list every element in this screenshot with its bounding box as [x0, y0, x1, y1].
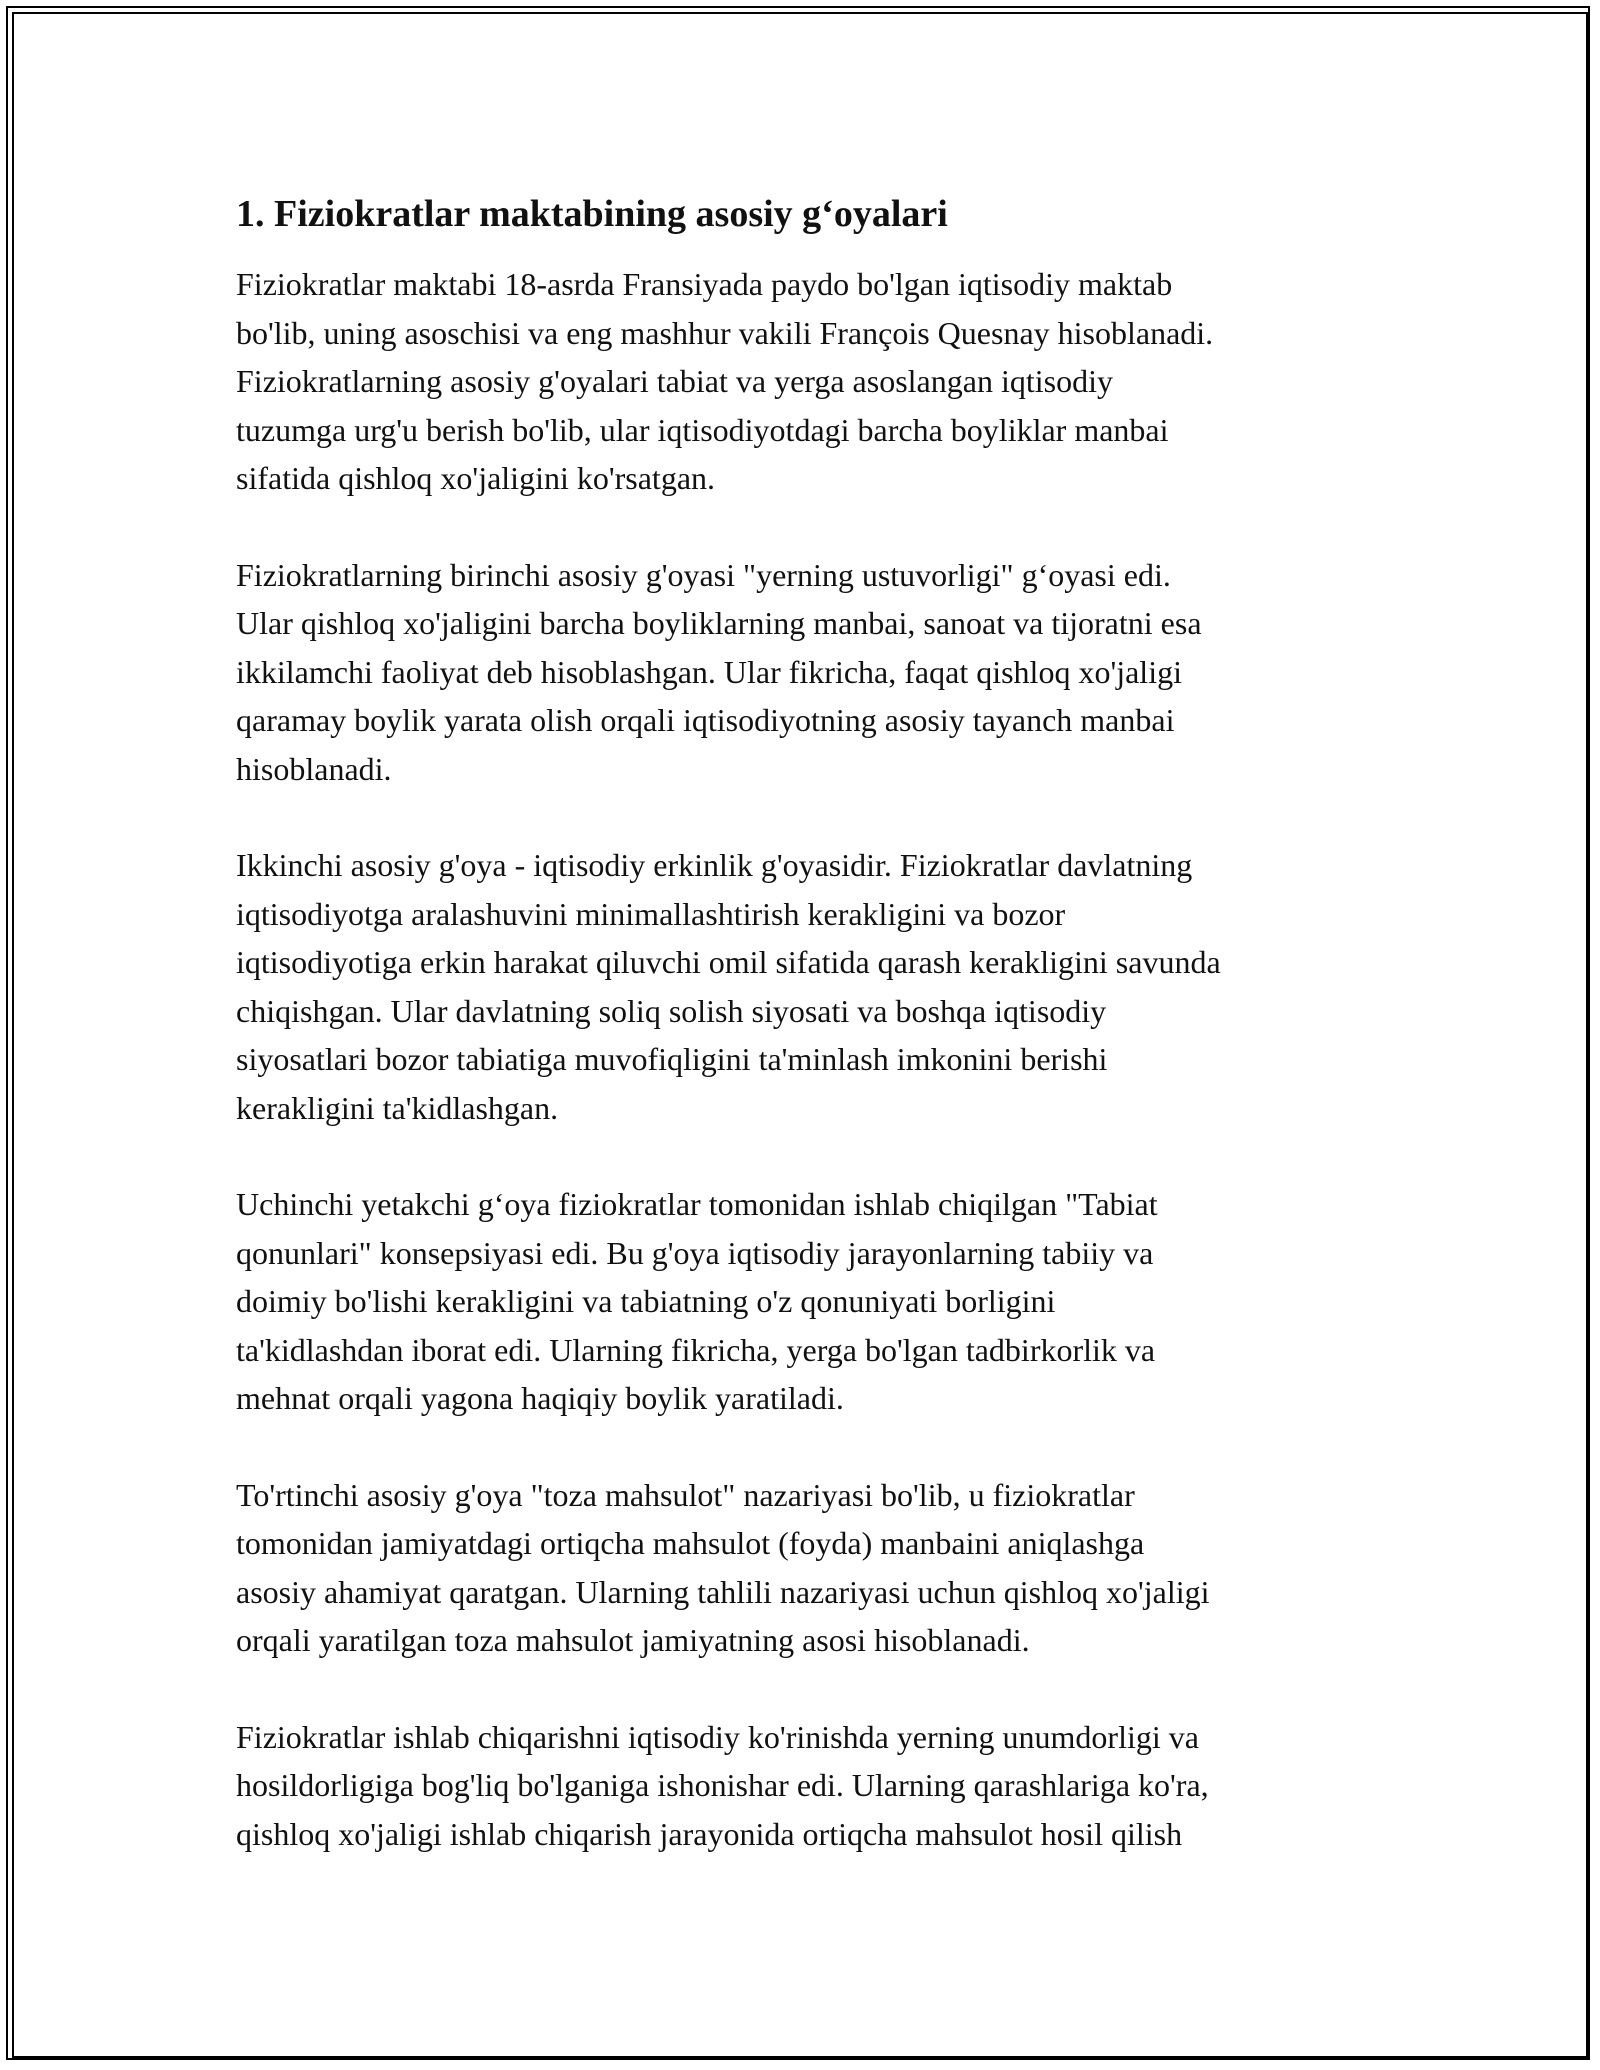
text-line: qonunlari" konsepsiyasi edi. Bu g'oya iqtisodiy jarayonlarning tabiiy va — [236, 1234, 1154, 1271]
text-line: Ikkinchi asosiy g'oya - iqtisodiy erkinlik g'oyasidir. Fiziokratlar davlatning — [236, 847, 1193, 883]
paragraph-third-idea — [236, 1180, 1376, 1423]
section-heading: 1. Fiziokratlar maktabining asosiy g‘oyalari — [236, 193, 948, 235]
paragraph-second-idea — [236, 841, 1376, 1132]
paragraph-intro — [236, 260, 1376, 503]
text-line: bo'lib, uning asoschisi va eng mashhur vakili François Quesnay hisoblanadi. — [236, 314, 1214, 351]
text-line: Fiziokratlar ishlab chiqarishni iqtisodiy ko'rinishda yerning unumdorligi va — [236, 1718, 1199, 1755]
text-line: siyosatlari bozor tabiatiga muvofiqligini ta'minlash imkonini berishi — [236, 1041, 1108, 1077]
text-line: sifatida qishloq xo'jaligini ko'rsatgan. — [236, 460, 716, 496]
text-line: orqali yaratilgan toza mahsulot jamiyatning asosi hisoblanadi. — [236, 1622, 1030, 1658]
text-line: asosiy ahamiyat qaratgan. Ularning tahlili nazariyasi uchun qishloq xo'jaligi — [236, 1573, 1210, 1610]
text-line: ikkilamchi faoliyat deb hisoblashgan. Ular fikricha, faqat qishloq xo'jaligi — [236, 653, 1182, 690]
text-line: Fiziokratlar maktabi 18-asrda Fransiyada paydo bo'lgan iqtisodiy maktab — [236, 266, 1173, 302]
text-line: hosildorligiga bog'liq bo'lganiga ishonishar edi. Ularning qarashlariga ko'ra, — [236, 1767, 1209, 1803]
text-line: hisoblanadi. — [236, 750, 392, 787]
paragraph-fourth-idea — [236, 1471, 1376, 1665]
text-line: qaramay boylik yarata olish orqali iqtisodiyotning asosiy tayanch manbai — [236, 702, 1175, 738]
text-line: qishloq xo'jaligi ishlab chiqarish jarayonida ortiqcha mahsulot hosil qilish — [236, 1815, 1183, 1852]
text-line: chiqishgan. Ular davlatning soliq solish siyosati va boshqa iqtisodiy — [236, 992, 1107, 1029]
text-line: Ular qishloq xo'jaligini barcha boyliklarning manbai, sanoat va tijoratni esa — [236, 605, 1202, 641]
paragraph-production — [236, 1713, 1376, 1859]
text-line: iqtisodiyotga aralashuvini minimallashtirish kerakligini va bozor — [236, 895, 1066, 932]
text-line: ta'kidlashdan iborat edi. Ularning fikricha, yerga bo'lgan tadbirkorlik va — [236, 1331, 1156, 1368]
text-line: tuzumga urg'u berish bo'lib, ular iqtisodiyotdagi barcha boyliklar manbai — [236, 411, 1169, 448]
text-line: mehnat orqali yagona haqiqiy boylik yaratiladi. — [236, 1380, 844, 1416]
text-line: tomonidan jamiyatdagi ortiqcha mahsulot (foyda) manbaini aniqlashga — [236, 1525, 1145, 1561]
text-line: To'rtinchi asosiy g'oya "toza mahsulot" nazariyasi bo'lib, u fiziokratlar — [236, 1476, 1135, 1513]
text-line: Uchinchi yetakchi g‘oya fiziokratlar tomonidan ishlab chiqilgan "Tabiat — [236, 1186, 1158, 1222]
text-line: Fiziokratlarning asosiy g'oyalari tabiat va yerga asoslangan iqtisodiy — [236, 363, 1113, 399]
text-line: iqtisodiyotiga erkin harakat qiluvchi omil sifatida qarash kerakligini savunda — [236, 944, 1221, 980]
text-line: doimiy bo'lishi kerakligini va tabiatning o'z qonuniyati borligini — [236, 1283, 1056, 1319]
paragraph-first-idea — [236, 551, 1376, 794]
text-line: kerakligini ta'kidlashgan. — [236, 1089, 559, 1126]
text-line: Fiziokratlarning birinchi asosiy g'oyasi "yerning ustuvorligi" g‘oyasi edi. — [236, 556, 1171, 593]
document-body — [236, 186, 1376, 1906]
